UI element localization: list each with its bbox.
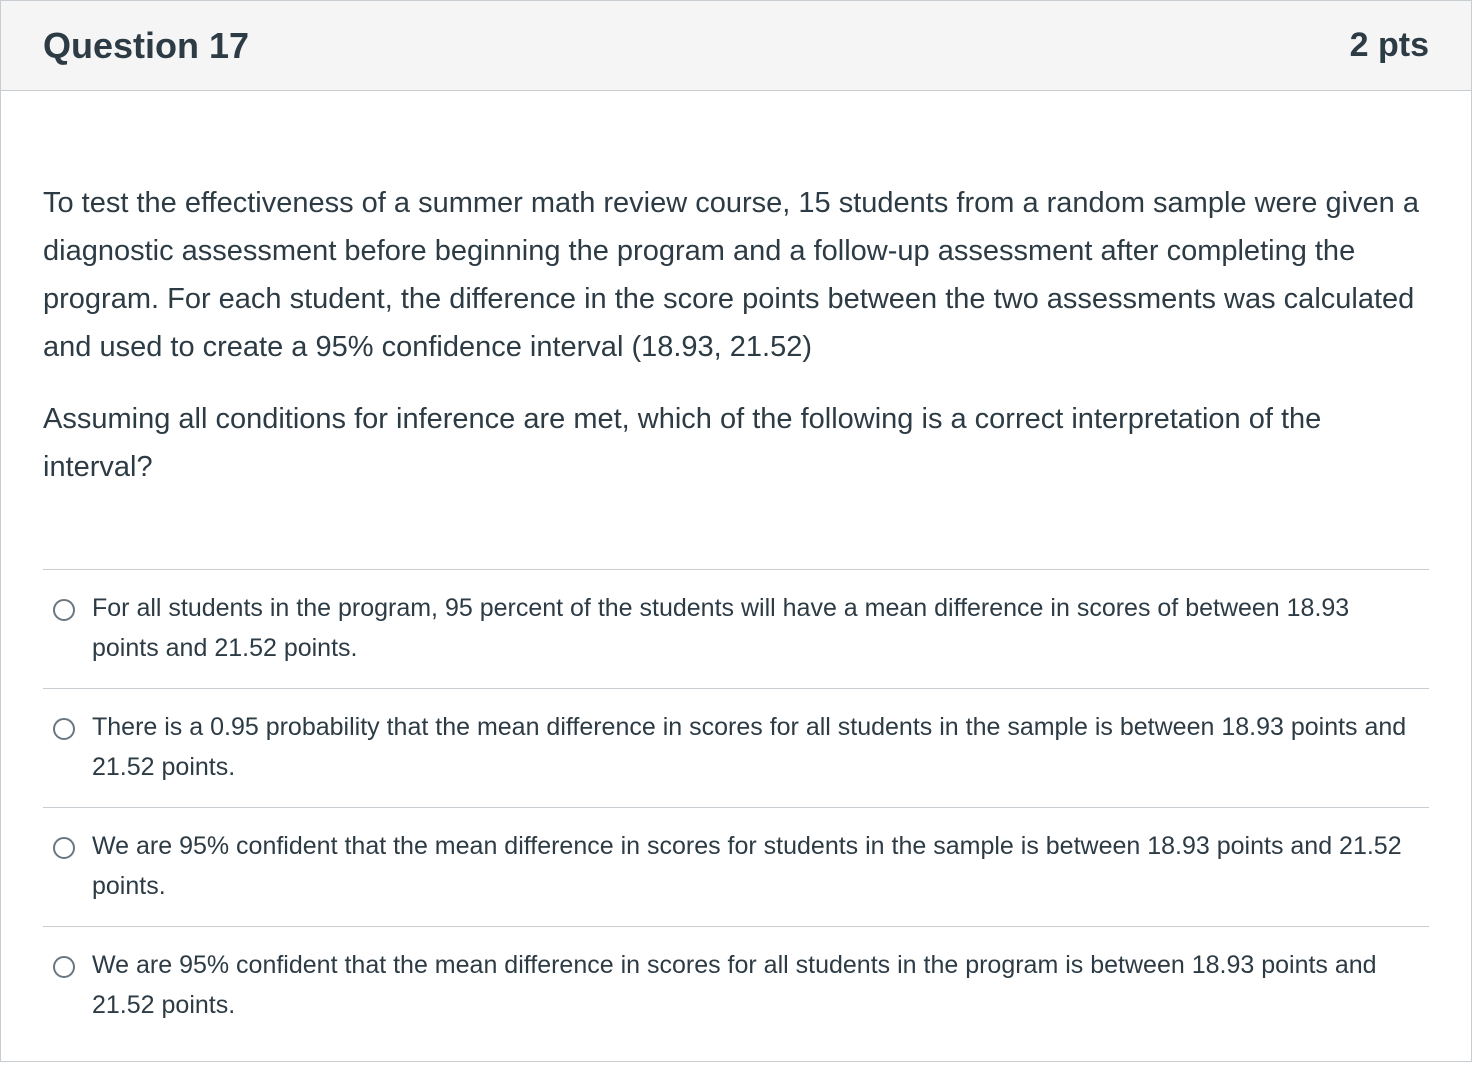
answer-list (43, 569, 1429, 1045)
radio-button-option-4[interactable] (53, 956, 75, 978)
question-body (1, 91, 1471, 1045)
question-paragraph-prompt: Assuming all conditions for inference are met, which of the following is a correct interpretation of the interval? (43, 403, 1322, 483)
question-points: 2 pts (1349, 26, 1429, 64)
answer-option-4[interactable] (43, 926, 1429, 1045)
answer-label-option-3[interactable]: We are 95% confident that the mean difference in scores for students in the sample is between 18.93 points and 21.52 points. (92, 832, 1402, 900)
question-text (43, 179, 1429, 491)
radio-button-option-1[interactable] (53, 599, 75, 621)
answer-label-option-2[interactable]: There is a 0.95 probability that the mean difference in scores for all students in the sample is between 18.93 points and 21.52 points. (92, 713, 1407, 781)
question-paragraph-context: To test the effectiveness of a summer math review course, 15 students from a random sample were given a diagnostic assessment before beginning the program and a follow-up assessment after completing the program. For each student, the difference in the score points between the two assessments was calculated and used to create a 95% confidence interval (18.93, 21.52) (43, 187, 1419, 363)
question-title: Question 17 (43, 24, 250, 66)
answer-option-2[interactable] (43, 688, 1429, 807)
answer-option-3[interactable] (43, 807, 1429, 926)
radio-button-option-3[interactable] (53, 837, 75, 859)
answer-label-option-4[interactable]: We are 95% confident that the mean difference in scores for all students in the program is between 18.93 points and 21.52 points. (92, 951, 1377, 1019)
answer-option-1[interactable] (43, 569, 1429, 688)
answer-label-option-1[interactable]: For all students in the program, 95 percent of the students will have a mean difference in scores of between 18.93 points and 21.52 points. (92, 594, 1350, 662)
radio-button-option-2[interactable] (53, 718, 75, 740)
question-header (1, 1, 1471, 91)
